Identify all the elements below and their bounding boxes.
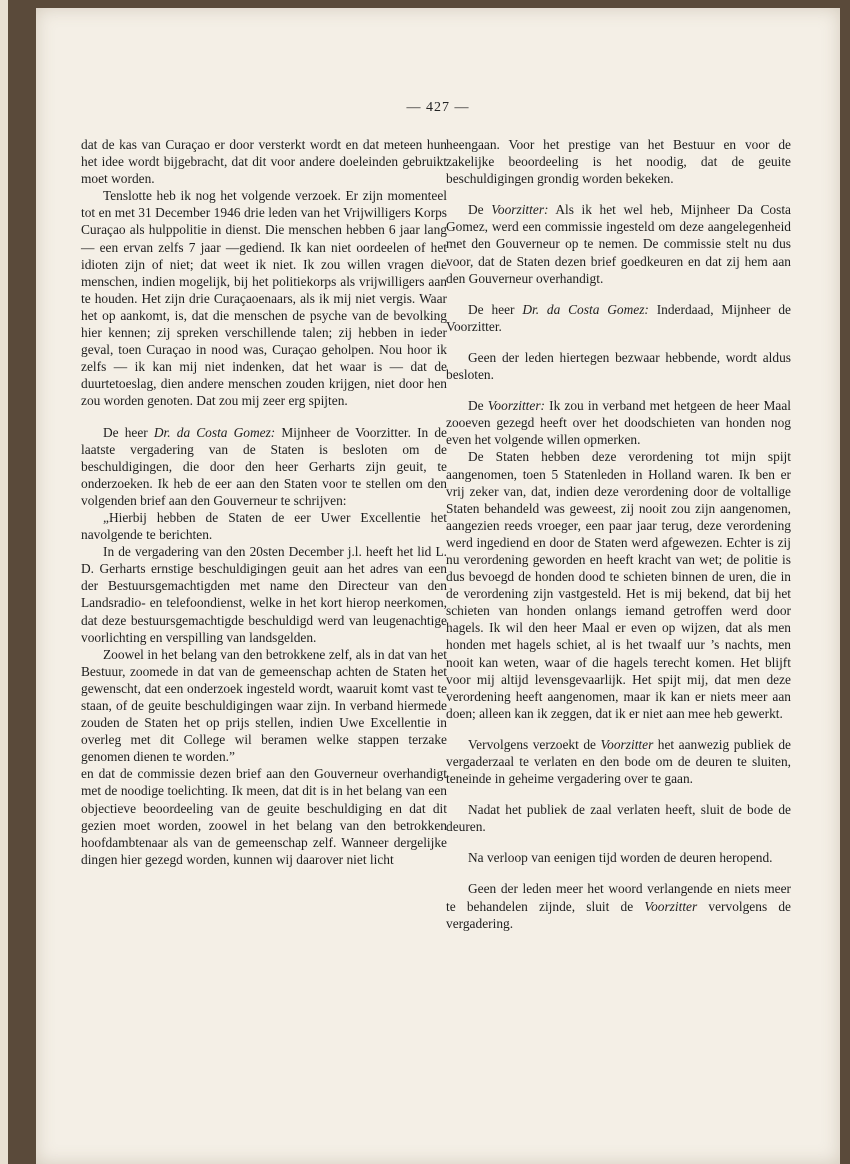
paragraph-prefix: De heer — [103, 424, 154, 440]
speaker-name: Voorzitter — [644, 898, 698, 914]
paragraph — [81, 543, 447, 646]
paragraph-prefix: De — [468, 202, 492, 218]
paragraph-text: De Staten hebben deze verordening tot mijn spijt aangenomen, toen 5 Statenleden in Holland waren. Ik ben er vrij zeker van, dat, indien deze verordening door de voltallige Staten behandeld was geweest, zij nooit zou zijn aangenomen, aangezien reeds vroeger, een paar jaar terug, deze verordening werd ingediend en door de Staten werd afgewezen. Echter is zij nu verordening geworden en heeft kracht van wet; de politie is dus bevoegd de honden dood te schieten binnen de uren, die in de verordening zijn vastgesteld. Het is mij bekend, dat bij het schieten van honden onlangs iemand getroffen werd door hagels. Ik wil den heer Maal er even op wijzen, dat als men honden met hagels schiet, al is het twaalf uur ’s nachts, men nooit kan weten, waar of die hagels terecht komen. Het blijft voor mij altijd levensgevaarlijk. Het spijt mij, dat men deze verordening heeft aangenomen, maar ik kan er niets meer aan doen; alleen kan ik zeggen, dat ik er niet aan mee heb gewerkt. — [446, 449, 791, 721]
paragraph — [446, 880, 791, 931]
paragraph-text: Tenslotte heb ik nog het volgende verzoek. Er zijn momenteel tot en met 31 December 1946 drie leden van het Vrijwilligers Korps Curaçao als hulppolitie in dienst. Die menschen hebben 6 jaar lang — een ervan zelfs 7 jaar —gediend. Ik kan niet oordeelen of het idioten zijn of niet; dat weet ik niet. Ik zou willen vragen die menschen, indien mogelijk, bij het politiekorps als vrijwilligers aan te houden. Het zijn drie Curaçaoenaars, als ik mij niet vergis. Waar het op aankomt, is, dat die menschen de psyche van de bevolking hier kennen; zij spreken verschillende talen; zij hebben in ieder geval, toen Curaçao in nood was, Curaçao geholpen. Nou hoor ik zelfs — ik kan mij niet indenken, dat het waar is — dat de duurtetoeslag, dien andere menschen zouden krijgen, niet door hen zou worden genoten. Dat zou mij zeer erg spijten. — [81, 188, 447, 409]
paragraph — [446, 736, 791, 787]
paragraph-prefix: De heer — [468, 301, 523, 317]
speaker-name: Voorzitter — [600, 736, 654, 752]
paragraph-prefix: Vervolgens verzoekt de — [468, 736, 601, 752]
scan-edge — [0, 0, 8, 1164]
paragraph — [446, 448, 791, 722]
paragraph-prefix: Geen der leden meer het woord verlangende en niets meer te behandelen zijnde, sluit de — [446, 881, 791, 914]
paragraph-text: dat de kas van Curaçao er door versterkt wordt en dat meteen hun het idee wordt bijgebracht, dat dit voor andere doeleinden gebruikt moet worden. — [81, 137, 447, 187]
paragraph — [446, 301, 791, 335]
speaker-name: Dr. da Costa Gomez: — [522, 301, 649, 317]
paragraph-text: heengaan. Voor het prestige van het Bestuur en voor de zakelijke beoordeeling is het noodig, dat de geuite beschuldigingen grondig worden bekeken. — [446, 137, 791, 187]
paragraph — [446, 397, 791, 448]
paragraph — [446, 849, 791, 866]
paragraph-text: Na verloop van eenigen tijd worden de deuren heropend. — [468, 850, 773, 866]
paragraph — [81, 187, 447, 409]
paragraph — [81, 424, 447, 509]
paragraph-text: Ik zou in verband met hetgeen de heer Maal zooeven gezegd heeft over het doodschieten van honden nog even het volgende willen opmerken. — [446, 398, 791, 448]
paragraph — [446, 801, 791, 835]
paragraph-text: In de vergadering van den 20sten December j.l. heeft het lid L. D. Gerharts ernstige beschuldigingen geuit aan het adres van een der Bestuursgemachtigden met name den Directeur van den Landsradio- en telefoondienst, welke in het kort hierop neerkomen, dat deze bestuursgemachtigde beschuldigd werd van leugenachtige voorlichting en verspilling van landsgelden. — [81, 544, 447, 645]
paragraph — [446, 136, 791, 187]
paragraph — [446, 349, 791, 383]
paragraph-text: het aanwezig publiek de vergaderzaal te verlaten en den bode om de deuren te sluiten, teneinde in geheime vergadering over te gaan. — [446, 736, 791, 787]
paragraph-text: „Hierbij hebben de Staten de eer Uwer Excellentie het navolgende te berichten. — [81, 509, 447, 543]
paragraph — [81, 646, 447, 766]
paragraph-text: en dat de commissie dezen brief aan den Gouverneur overhandigt met de noodige toelichting. Ik meen, dat dit is in het belang van een objectieve beoordeeling van de geuite beschuldiging en dat dit gezien moet worden, zoowel in het belang van den betrokken hoofdambtenaar als van de gemeenschap zelf. Wanneer dergelijke dingen hier gezegd worden, kunnen wij daarover niet licht — [81, 766, 447, 867]
left-column — [81, 136, 447, 868]
paragraph — [81, 136, 447, 187]
paragraph-text: Inderdaad, Mijnheer de Voorzitter. — [446, 301, 791, 334]
paragraph — [446, 201, 791, 286]
speaker-name: Dr. da Costa Gomez: — [153, 424, 276, 440]
paragraph-text: Als ik het wel heb, Mijnheer Da Costa Gomez, werd een commissie ingesteld om deze aangelegenheid met den Gouverneur op te nemen. De commissie stelt nu dus voor, dat de Staten dezen brief goedkeuren en dat zij hem aan den Gouverneur overhandigt. — [446, 202, 791, 286]
paragraph-text: Nadat het publiek de zaal verlaten heeft, sluit de bode de deuren. — [446, 802, 791, 835]
speaker-name: Voorzitter: — [491, 202, 549, 218]
paragraph-text: Zoowel in het belang van den betrokkene zelf, als in dat van het Bestuur, zoomede in dat van de gemeenschap achten de Staten het gewenscht, dat een onderzoek ingesteld wordt, waaruit komt vast te staan, of de geuite beschuldigingen waar zijn. In verband hiermede zouden de Staten het op prijs stellen, indien Uwe Excellentie in overleg met dit College wil beramen welke stappen terzake genomen dienen te worden.” — [81, 646, 447, 765]
paragraph — [81, 509, 447, 543]
page-number: — 427 — — [406, 100, 470, 115]
right-column — [446, 136, 791, 932]
speaker-name: Voorzitter: — [487, 398, 546, 414]
document-page — [36, 8, 840, 1164]
paragraph-text: vervolgens de vergadering. — [446, 898, 791, 931]
paragraph-prefix: De — [468, 398, 488, 414]
paragraph — [81, 765, 447, 868]
paragraph-text: Geen der leden hiertegen bezwaar hebbende, wordt aldus besloten. — [446, 349, 791, 383]
paragraph-text: Mijnheer de Voorzitter. In de laatste vergadering van de Staten is besloten om de beschuldigingen, die door den heer Gerharts zijn geuit, te onderzoeken. Ik heb de eer aan den Staten voor te stellen om den volgenden brief aan den Gouverneur te schrijven: — [81, 424, 447, 508]
